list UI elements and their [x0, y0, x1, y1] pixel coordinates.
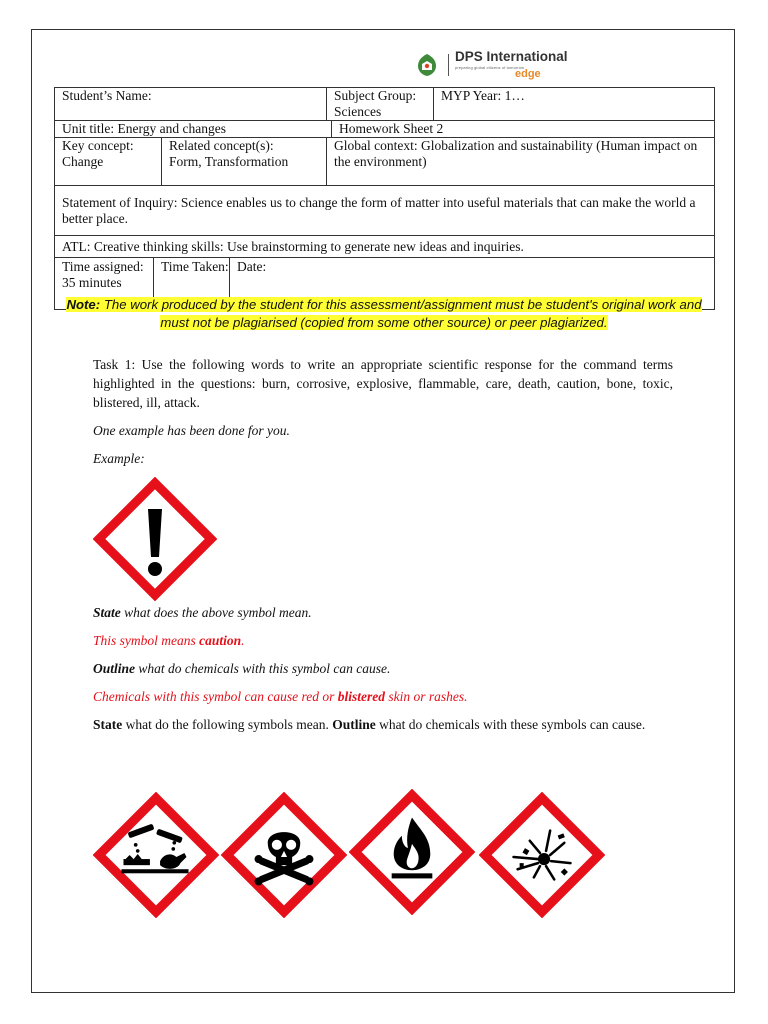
a2-pre: Chemicals with this symbol can cause red or: [93, 689, 338, 704]
q3-text-mid: what do the following symbols mean.: [122, 717, 333, 732]
related-concept-label: Related concept(s):: [169, 138, 274, 153]
related-concept-cell: [162, 138, 327, 186]
example-done-text: One example has been done for you.: [93, 423, 290, 438]
a1-post: .: [241, 633, 245, 648]
info-table: [54, 87, 715, 310]
myp-year-cell: MYP Year: 1…: [434, 88, 715, 121]
note-highlight: [66, 297, 701, 330]
a2-keyword: blistered: [337, 689, 385, 704]
flammable-hazard-icon: [349, 789, 475, 915]
plagiarism-note: [60, 296, 708, 332]
corrosive-hazard-icon: [93, 792, 219, 918]
date-cell: Date:: [230, 258, 715, 310]
question-1: [93, 603, 673, 622]
statement-of-inquiry-cell: Statement of Inquiry: Science enables us to change the form of matter into useful materials that can make the world a better place.: [55, 186, 715, 236]
time-taken-cell: Time Taken:: [154, 258, 230, 310]
unit-title-cell: Unit title: Energy and changes: [55, 121, 332, 138]
key-concept-label: Key concept:: [62, 138, 134, 153]
school-logo: [414, 50, 628, 80]
school-emblem-icon: [414, 52, 440, 78]
a2-post: skin or rashes.: [384, 689, 468, 704]
atl-cell: ATL: Creative thinking skills: Use brainstorming to generate new ideas and inquiries.: [55, 236, 715, 258]
q3-text: what do chemicals with these symbols can cause.: [375, 717, 646, 732]
answer-2: [93, 687, 673, 706]
q1-command-term: State: [93, 605, 121, 620]
q3-command-term-outline: Outline: [332, 717, 376, 732]
logo-name: DPS International: [455, 49, 568, 65]
toxic-skull-hazard-icon: [221, 792, 347, 918]
question-3: [93, 715, 673, 734]
q2-text: what do chemicals with this symbol can cause.: [135, 661, 391, 676]
explosive-hazard-icon: [479, 792, 605, 918]
answer-1: [93, 631, 673, 650]
time-assigned-cell: Time assigned: 35 minutes: [55, 258, 154, 310]
key-concept-value: Change: [62, 154, 104, 169]
homework-sheet-cell: Homework Sheet 2: [332, 121, 715, 138]
logo-divider: [448, 54, 449, 76]
task-intro: Task 1: Use the following words to write an appropriate scientific response for the command terms highlighted in the questions: burn, corrosive, explosive, flammable, care, death, caution, bone, toxic, blistered, ill, attack.: [93, 357, 673, 410]
related-concept-value: Form, Transformation: [169, 154, 289, 169]
note-label: Note:: [66, 297, 101, 312]
global-context-cell: Global context: Globalization and sustainability (Human impact on the environment): [327, 138, 715, 186]
key-concept-cell: [55, 138, 162, 186]
subject-group-cell: Subject Group: Sciences: [327, 88, 434, 121]
example-label: Example:: [93, 451, 145, 466]
q1-text: what does the above symbol mean.: [120, 605, 312, 620]
logo-tagline: preparing global citizens of tomorrow: [455, 64, 525, 70]
logo-edge: edge: [515, 67, 541, 80]
q3-command-term-state: State: [93, 717, 123, 732]
logo-text: [455, 50, 568, 80]
a1-pre: This symbol means: [93, 633, 200, 648]
exclamation-hazard-icon: [93, 477, 217, 601]
question-2: [93, 659, 673, 678]
q2-command-term: Outline: [93, 661, 136, 676]
student-name-cell: Student’s Name:: [55, 88, 327, 121]
note-text: The work produced by the student for this assessment/assignment must be student's original work and must not be plagiarised (copied from some other source) or peer plagiarized.: [103, 297, 702, 330]
a1-keyword: caution: [199, 633, 242, 648]
